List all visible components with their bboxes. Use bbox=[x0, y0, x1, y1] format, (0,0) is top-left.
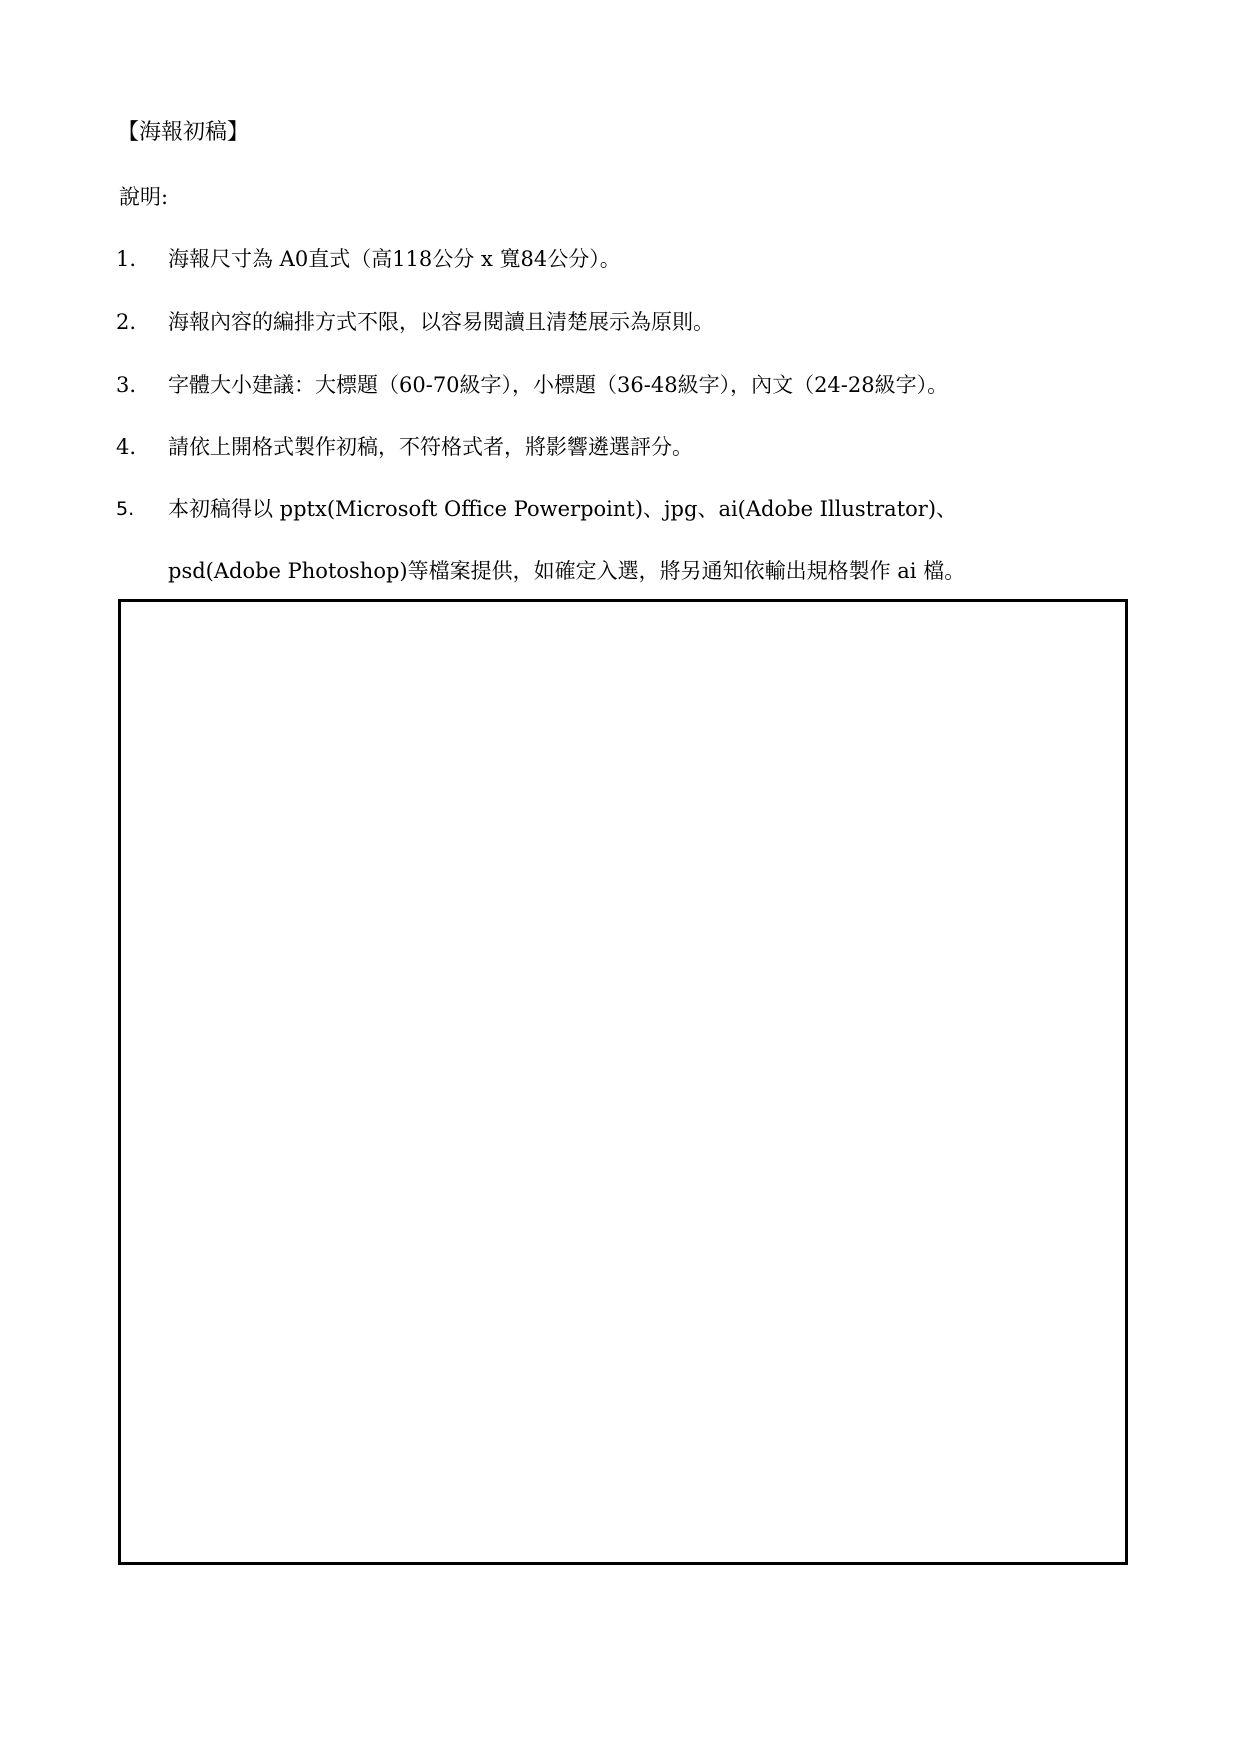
rule-number: 5. bbox=[116, 498, 135, 520]
rule-item-4 bbox=[116, 432, 1116, 462]
rule-item-1 bbox=[116, 244, 1116, 274]
rule-text: 請依上開格式製作初稿，不符格式者，將影響遴選評分。 bbox=[168, 435, 693, 459]
rule-text: 本初稿得以 pptx(Microsoft Office Powerpoint)、jpg、ai(Adobe Illustrator)、 bbox=[168, 497, 958, 521]
poster-draft-area bbox=[118, 599, 1128, 1565]
rule-item-2 bbox=[116, 307, 1116, 337]
intro-label: 說明: bbox=[119, 185, 169, 209]
rule-item-5 bbox=[116, 494, 1116, 524]
rule-5-continuation: psd(Adobe Photoshop)等檔案提供，如確定入選，將另通知依輸出規格製作 ai 檔。 bbox=[168, 559, 966, 583]
rule-text: 字體大小建議：大標題（60-70級字），小標題（36-48級字），內文（24-28級字）。 bbox=[168, 373, 949, 397]
rule-item-3 bbox=[116, 370, 1116, 400]
rule-text: 海報尺寸為 A0直式（高118公分 x 寬84公分）。 bbox=[168, 247, 621, 271]
rule-number: 2. bbox=[116, 310, 137, 334]
rule-number: 4. bbox=[116, 435, 137, 459]
rule-number: 1. bbox=[116, 247, 137, 271]
rule-number: 3. bbox=[116, 373, 137, 397]
rule-text: 海報內容的編排方式不限，以容易閱讀且清楚展示為原則。 bbox=[168, 310, 714, 334]
document-title: 【海報初稿】 bbox=[117, 120, 250, 145]
